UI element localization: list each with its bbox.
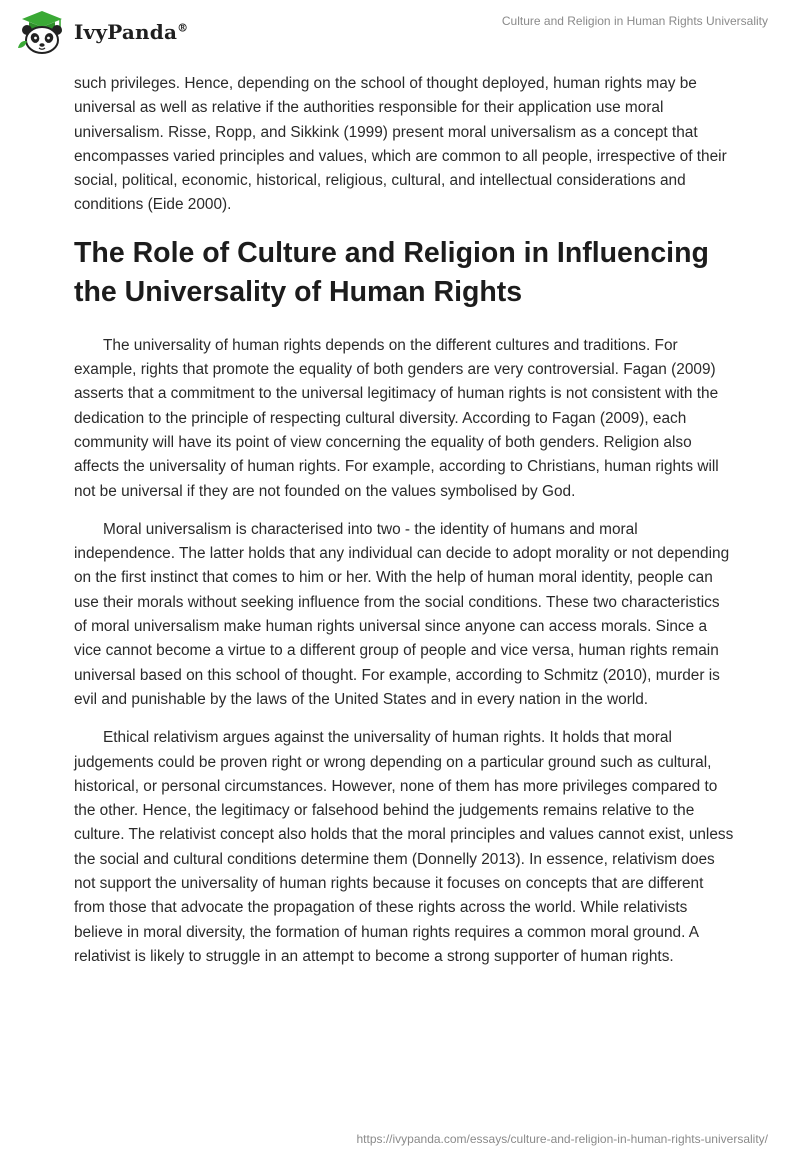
registered-mark: ® xyxy=(177,21,189,35)
document-title: Culture and Religion in Human Rights Universality xyxy=(501,14,768,28)
body-paragraph-3: Ethical relativism argues against the universality of human rights. It holds that moral judgements could be proven right or wrong depending on a particular ground such as cultural, historical, or personal circumstances. However, none of them has more privileges compared to the other. Hence, the legitimacy or falsehood behind the judgements remains relative to the culture. The relativist concept also holds that the moral principles and values cannot exist, unless the social and cultural conditions determine them (Donnelly 2013). In essence, relativism does not support the universality of human rights because it focuses on concepts that are different from those that advocate the propagation of these rights across the world. While relativists believe in moral diversity, the formation of human rights requires a common moral ground. A relativist is likely to struggle in an attempt to become a strong supporter of human rights. xyxy=(74,729,734,965)
ivypanda-logo[interactable] xyxy=(14,8,188,56)
source-url[interactable]: https://ivypanda.com/essays/culture-and-religion-in-human-rights-universality/ xyxy=(356,1132,768,1146)
essay-content xyxy=(74,72,736,983)
brand-name xyxy=(74,20,188,44)
page-header xyxy=(0,0,800,64)
panda-graduation-cap-icon xyxy=(14,8,68,56)
section-heading: The Role of Culture and Religion in Influencing the Universality of Human Rights xyxy=(74,236,709,308)
intro-paragraph: such privileges. Hence, depending on the school of thought deployed, human rights may be universal as well as relative if the authorities responsible for their application use moral universalism. Risse, Ropp, and Sikkink (1999) present moral universalism as a concept that encompasses varied principles and values, which are common to all people, irrespective of their social, political, economic, historical, religious, cultural, and intellectual considerations and conditions (Eide 2000). xyxy=(74,75,727,214)
body-paragraph-1: The universality of human rights depends on the different cultures and traditions. For example, rights that promote the equality of both genders are very controversial. Fagan (2009) asserts that a commitment to the universal legitimacy of human rights is not consistent with the dedication to the principle of respecting cultural diversity. According to Fagan (2009), each community will have its point of view concerning the equality of both genders. Religion also affects the universality of human rights. For example, according to Christians, human rights will not be universal if they are not founded on the values symbolised by God. xyxy=(74,336,719,500)
body-paragraph-2: Moral universalism is characterised into two - the identity of humans and moral independence. The latter holds that any individual can decide to adopt morality or not depending on the first instinct that comes to him or her. With the help of human moral identity, people can use their morals without seeking influence from the social conditions. These two characteristics of moral universalism make human rights universal since anyone can access morals. Since a vice cannot become a virtue to a different group of people and vice versa, human rights remain universal based on this school of thought. For example, according to Schmitz (2010), murder is evil and punishable by the laws of the United States and in every nation in the world. xyxy=(74,520,730,708)
brand-text: IvyPanda xyxy=(74,20,178,44)
